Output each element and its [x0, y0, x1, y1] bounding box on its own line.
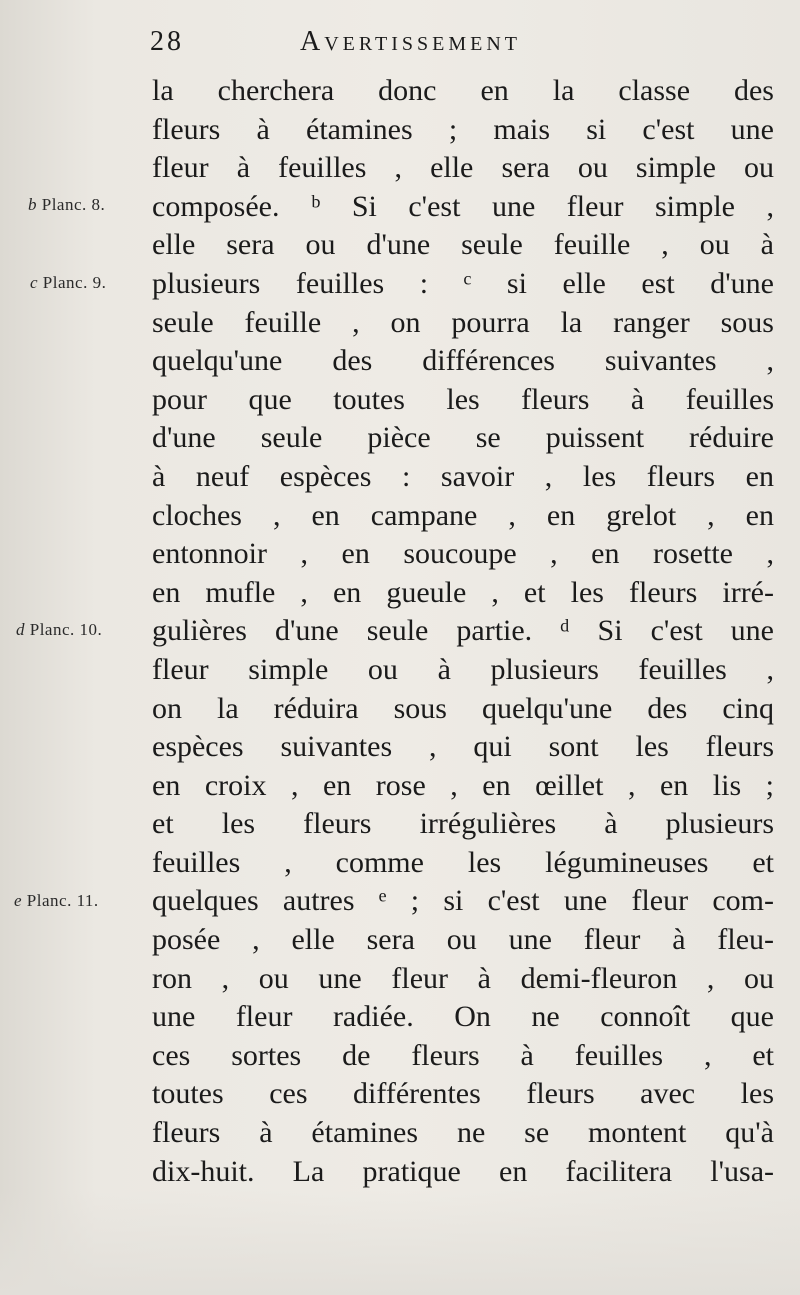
margin-note-e: e Planc. 11.	[14, 891, 99, 910]
text-line: gulières d'une seule partie. ᵈ Si c'est une	[152, 614, 774, 648]
text-line: fleur simple ou à plusieurs feuilles ,	[152, 652, 774, 686]
text-line: pour que toutes les fleurs à feuilles	[152, 382, 774, 416]
text-line: en croix , en rose , en œillet , en lis ;	[152, 768, 774, 802]
text-line: fleur à feuilles , elle sera ou simple ou	[152, 151, 774, 185]
body-text	[152, 72, 774, 1191]
margin-note-c: c Planc. 9.	[30, 273, 107, 292]
text-line: entonnoir , en soucoupe , en rosette ,	[152, 537, 774, 571]
text-line: composée. ᵇ Si c'est une fleur simple ,	[152, 189, 774, 223]
text-line: en mufle , en gueule , et les fleurs irré-	[152, 575, 774, 609]
text-line: posée , elle sera ou une fleur à fleu-	[152, 923, 774, 957]
page-bottom-shade	[0, 1190, 800, 1295]
text-line: à neuf espèces : savoir , les fleurs en	[152, 459, 774, 493]
margin-note-d: d Planc. 10.	[16, 620, 103, 639]
margin-note-b: b Planc. 8.	[28, 195, 106, 214]
text-line: une fleur radiée. On ne connoît que	[152, 1000, 774, 1034]
text-line: elle sera ou d'une seule feuille , ou à	[152, 228, 774, 262]
running-title: Avertissement	[300, 26, 522, 57]
text-line: toutes ces différentes fleurs avec les	[152, 1077, 774, 1111]
text-line: on la réduira sous quelqu'une des cinq	[152, 691, 774, 725]
page-number: 28	[150, 26, 184, 57]
text-line: quelqu'une des différences suivantes ,	[152, 344, 774, 378]
page-header	[150, 26, 790, 66]
text-line: ron , ou une fleur à demi-fleuron , ou	[152, 961, 774, 995]
text-line: fleurs à étamines ne se montent qu'à	[152, 1116, 774, 1150]
text-line: espèces suivantes , qui sont les fleurs	[152, 730, 774, 764]
text-line: cloches , en campane , en grelot , en	[152, 498, 774, 532]
text-line: seule feuille , on pourra la ranger sous	[152, 305, 774, 339]
text-line: feuilles , comme les légumineuses et	[152, 845, 774, 879]
text-line: ces sortes de fleurs à feuilles , et	[152, 1038, 774, 1072]
text-line: la cherchera donc en la classe des	[152, 74, 774, 107]
text-line: d'une seule pièce se puissent réduire	[152, 421, 774, 455]
text-line: plusieurs feuilles : ᶜ si elle est d'une	[152, 266, 774, 300]
text-line: fleurs à étamines ; mais si c'est une	[152, 112, 774, 146]
text-line: quelques autres ᵉ ; si c'est une fleur com-	[152, 884, 774, 918]
text-line: dix-huit. La pratique en facilitera l'usa-	[152, 1154, 774, 1188]
text-line: et les fleurs irrégulières à plusieurs	[152, 807, 774, 841]
